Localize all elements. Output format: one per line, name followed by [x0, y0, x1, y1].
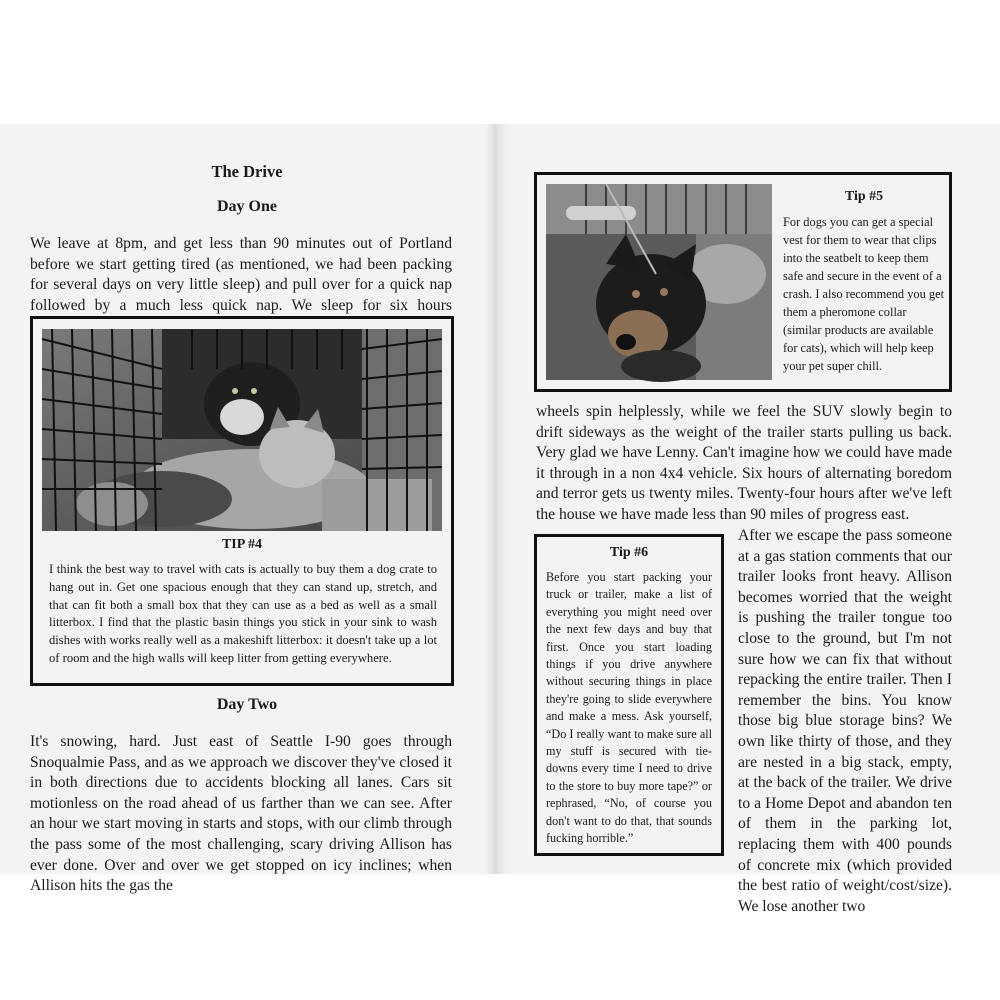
book-gutter — [486, 124, 508, 874]
tip4-box — [30, 316, 454, 686]
tip4-text: I think the best way to travel with cats is actually to buy them a dog crate to hang out in. Get one spacious enough that they can stand up, stretch, and that can fit both a small box that they can use as a bed as well as a small litterbox. I find that the plastic basin things you stick in your sink to wash dishes with works really well as a makeshift litterbox: it doesn't take up a lot of room and the high walls will keep litter from getting everywhere. — [49, 562, 437, 665]
tip5-box — [534, 172, 952, 392]
right-page — [496, 124, 1000, 915]
tip6-text: Before you start packing your truck or trailer, make a list of everything you might need over the next few days and buy that first. Once you start loading things if you drive anywhere without securing things in place they're going to slide everywhere and make a mess. Ask yourself, “Do I really want to make sure all my stuff is secured with tie-downs every time I need to drive to the store to buy more tape?” or rephrased, “No, of course you don't want to do that, that sounds fucking horrible.” — [546, 570, 712, 846]
day-two-paragraph: It's snowing, hard. Just east of Seattle I-90 goes through Snoqualmie Pass, and as we approach we discover they've closed it in both directions due to accidents blocking all lanes. Cars sit motionless on the road ahead of us farther than we can see. After an hour we start moving in starts and stops, with our climb through the pass some of the most challenging, scary driving Allison has ever done. Over and over we get stopped on icy inclines; when Allison hits the gas the — [30, 733, 452, 895]
page-title: The Drive — [211, 162, 283, 181]
tip6-box — [534, 534, 724, 856]
day-one-paragraph: We leave at 8pm, and get less than 90 minutes out of Portland before we start getting tired (as mentioned, we had been packing for several days on very little sleep) and pull over for a quick nap followed by a much less quick nap. We sleep for six hours — [30, 235, 452, 314]
book-spread — [0, 124, 1000, 915]
tip5-text: For dogs you can get a special vest for them to wear that clips into the seatbelt to keep them safe and secure in the event of a crash. I also recommend you get them a pheromone collar (similar products are available for cats), which will help keep your pet super chill. — [783, 215, 945, 373]
day-two-heading: Day Two — [216, 696, 278, 713]
dog-in-car-photo — [546, 184, 772, 380]
cats-in-crate-photo — [42, 329, 442, 531]
tip4-title: TIP #4 — [221, 537, 263, 552]
right-top-paragraph: wheels spin helplessly, while we feel the SUV slowly begin to drift sideways as the weight of the trailer starts pulling us back. Very glad we have Lenny. Can't imagine how we could have made it through in a non 4x4 vehicle. Six hours of alternating boredom and terror gets us twenty miles. Twenty-four hours after we've left the house we have made less than 90 miles of progress east. — [536, 403, 952, 523]
cats-in-crate-image — [42, 329, 442, 531]
left-page — [0, 124, 494, 895]
tip5-title: Tip #5 — [844, 189, 884, 204]
right-bottom-paragraph: After we escape the pass someone at a gas station comments that our trailer looks front heavy. Allison becomes worried that the weight is pushing the trailer tongue too close to the ground, but I'm not sure how we can fix that without repacking the entire trailer. Then I remember the bins. You know those big blue storage bins? We own like thirty of those, and they are nested in a big stack, empty, at the back of the trailer. We drive to a Home Depot and abandon ten of them in the parking lot, replacing them with 400 pounds of concrete mix (which provided the best ratio of weight/cost/size). We lose another two — [738, 527, 952, 915]
dog-in-car-image — [546, 184, 772, 380]
tip6-title: Tip #6 — [609, 545, 649, 560]
day-one-heading: Day One — [217, 198, 277, 215]
